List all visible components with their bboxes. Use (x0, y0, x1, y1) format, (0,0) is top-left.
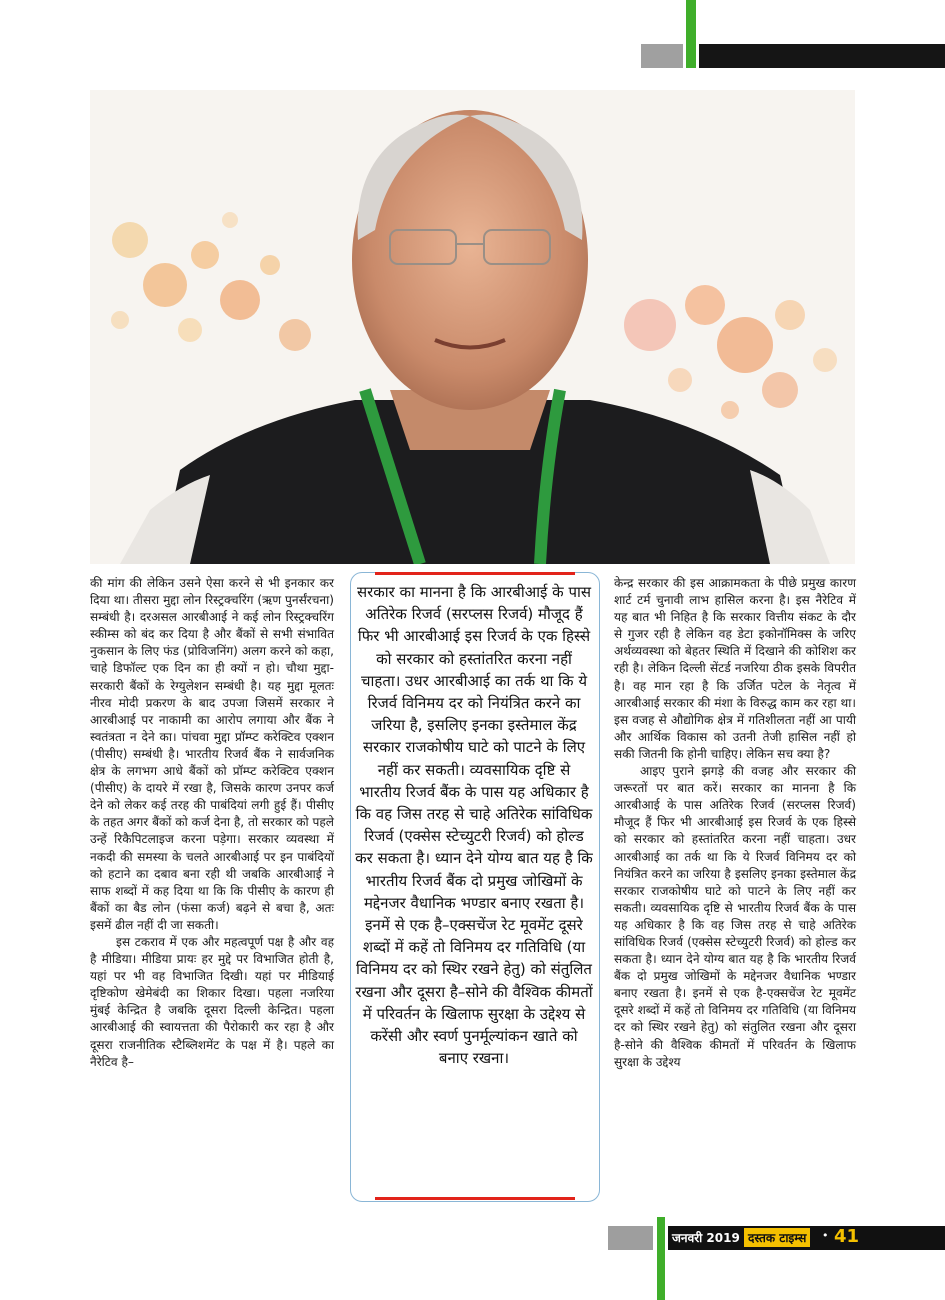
article-photo (90, 90, 855, 564)
left-column (90, 575, 334, 1071)
header-green-bar (686, 0, 696, 68)
footer-gray-block (608, 1226, 653, 1250)
footer-date: जनवरी 2019 (672, 1231, 740, 1245)
right-column (614, 575, 856, 1071)
right-paragraph-1: केन्द्र सरकार की इस आक्रामकता के पीछे प्रमुख कारण शार्ट टर्म चुनावी लाभ हासिल करना है। इस नैरेटिव में यह बात भी निहित है कि सरकार वित्तीय संकट के दौर से गुजर रही है लेकिन वह डेटा इकोनॉमिक्स के जरिए अर्थव्यवस्था को बेहतर स्थिति में दिखाने की कोशिश कर रही है। लेकिन दिल्ली सेंटर्ड नजरिया ठीक इसके विपरीत है। वह मान रहा है कि उर्जित पटेल के नेतृत्व में आरबीआई सरकार की मंशा के विरुद्ध काम कर रहा था। इस वजह से औद्योगिक क्षेत्र में गतिशीलता नहीं आ पायी और आर्थिक विकास को उतनी तेजी हासिल नहीं हो सकी जितनी कि होनी चाहिए। लेकिन सच क्या है? (614, 576, 856, 761)
footer-green-bar (657, 1217, 665, 1300)
pull-quote-bottom-rule (375, 1197, 575, 1200)
pull-quote-top-rule (375, 572, 575, 575)
pull-quote-text: सरकार का मानना है कि आरबीआई के पास अतिरेक रिजर्व (सरप्लस रिजर्व) मौजूद हैं फिर भी आरबीआई इस रिजर्व के एक हिस्से को सरकार को हस्तांतरित करना नहीं चाहता। उधर आरबीआई का तर्क था कि ये रिजर्व विनिमय दर को नियंत्रित करने का जरिया है, इसलिए इनका इस्तेमाल केंद्र सरकार राजकोषीय घाटे को पाटने के लिए नहीं कर सकती। व्यवसायिक दृष्टि से भारतीय रिजर्व बैंक के पास यह अधिकार है कि वह जिस तरह से चाहे अतिरेक सांविधिक रिजर्व (एक्सेस स्टेच्युटरी रिजर्व) को होल्ड कर सकता है। ध्यान देने योग्य बात यह है कि भारतीय रिजर्व बैंक दो प्रमुख जोखिमों के मद्देनजर वैधानिक भण्डार बनाए रखता है। इनमें से एक है–एक्सचेंज रेट मूवमेंट दूसरे शब्दों में कहें तो विनिमय दर गतिविधि (या विनिमय दर को स्थिर रखने हेतु) को संतुलित रखना और दूसरा है–सोने की वैश्विक कीमतों में परिवर्तन के खिलाफ सुरक्षा के उद्देश्य से करेंसी और स्वर्ण पुनर्मूल्यांकन खाते को बनाए रखना। (355, 583, 593, 1068)
header-gray-block (641, 44, 683, 68)
left-paragraph-1: की मांग की लेकिन उसने ऐसा करने से भी इनकार कर दिया था। तीसरा मुद्दा लोन रिस्ट्रक्चरिंग (ऋण पुनर्संरचना) सम्बंधी है। दरअसल आरबीआई ने कई लोन रिस्ट्रक्चरिंग स्कीम्स को बंद कर दिया है और बैंकों से सभी संभावित नुकसान के लिए फंड (प्रोविजनिंग) अलग करने को कहा, चाहे डिफॉल्ट एक दिन का ही क्यों न हो। चौथा मुद्दा-सरकारी बैंकों के रेग्युलेशन सम्बंधी है। यह मुद्दा मूलतः नीरव मोदी प्रकरण के बाद उपजा जिसमें सरकार ने आरबीआई पर नाकामी का आरोप लगाया और बैंक ने स्वतंत्रता न देने का। पांचवा मुद्दा प्रॉम्प्ट करेक्टिव एक्शन (पीसीए) सम्बंधी है। भारतीय रिजर्व बैंक ने सार्वजनिक क्षेत्र के लगभग आधे बैंकों को प्रॉम्प्ट करेक्टिव एक्शन (पीसीए) के दायरे में रखा है, जिसके कारण उनपर कर्ज देने को लेकर कई तरह की पाबंदियां लगी हुई हैं। पीसीए के तहत अगर बैंकों को कर्ज देना है, तो सरकार को पहले उन्हें रिकैपिटलाइज करना पड़ेगा। सरकार व्यवस्था में नकदी की समस्या के चलते आरबीआई पर इन पाबंदियों को हटाने का दबाव बना रही थी जबकि आरबीआई ने साफ शब्दों में कह दिया था कि कि पीसीए के कारण ही बैंकों का बैड लोन (फंसा कर्ज) बढ़ने से बचा है, अतः इसमें ढील नहीं दी जा सकती। (90, 576, 334, 932)
page-number: 41 (834, 1226, 860, 1247)
footer-magazine-logo: दस्तक टाइम्स (744, 1228, 810, 1247)
footer-separator: • (822, 1229, 829, 1242)
right-paragraph-2: आइए पुराने झगड़े की वजह और सरकार की जरूरतों पर बात करें। सरकार का मानना है कि आरबीआई के पास अतिरेक रिजर्व (सरप्लस रिजर्व) मौजूद हैं फिर भी आरबीआई इस रिजर्व के एक हिस्से को सरकार को हस्तांतरित करना नहीं चाहता। उधर आरबीआई का तर्क था कि ये रिजर्व विनिमय दर को नियंत्रित करने का जरिया है इसलिए इनका इस्तेमाल केंद्र सरकार राजकोषीय घाटे को पाटने के लिए नहीं कर सकती। व्यवसायिक दृष्टि से भारतीय रिजर्व बैंक के पास यह अधिकार है कि वह जिस तरह से चाहे अतिरेक सांविधिक रिजर्व (एक्सेस स्टेच्युटरी रिजर्व) को होल्ड कर सकता है। ध्यान देने योग्य बात यह है कि भारतीय रिजर्व बैंक दो प्रमुख जोखिमों के मद्देनजर वैधानिक भण्डार बनाए रखता है। इनमें से एक है-एक्सचेंज रेट मूवमेंट दूसरे शब्दों में कहें तो विनिमय दर गतिविधि (या विनिमय दर को स्थिर रखने हेतु) को संतुलित रखना और दूसरा है-सोने की वैश्विक कीमतों में परिवर्तन के खिलाफ सुरक्षा के उद्देश्य (614, 764, 856, 1069)
left-paragraph-2: इस टकराव में एक और महत्वपूर्ण पक्ष है और वह है मीडिया। मीडिया प्रायः हर मुद्दे पर विभाजित होती है, यहां पर भी वह विभाजित दिखी। यहां पर मीडियाई दृष्टिकोण खेमेबंदी का शिकार दिखा। पहला नजरिया मुंबई केन्द्रित है जबकि दूसरा दिल्ली केन्द्रित। पहला आरबीआई की स्वायत्तता की पैरोकारी कर रहा है और दूसरा राजनीतिक स्टैब्लिशमेंट के पक्ष में है। पहले का नैरेटिव है– (90, 934, 334, 1069)
portrait-illustration (90, 90, 855, 564)
header-black-bar (699, 44, 945, 68)
